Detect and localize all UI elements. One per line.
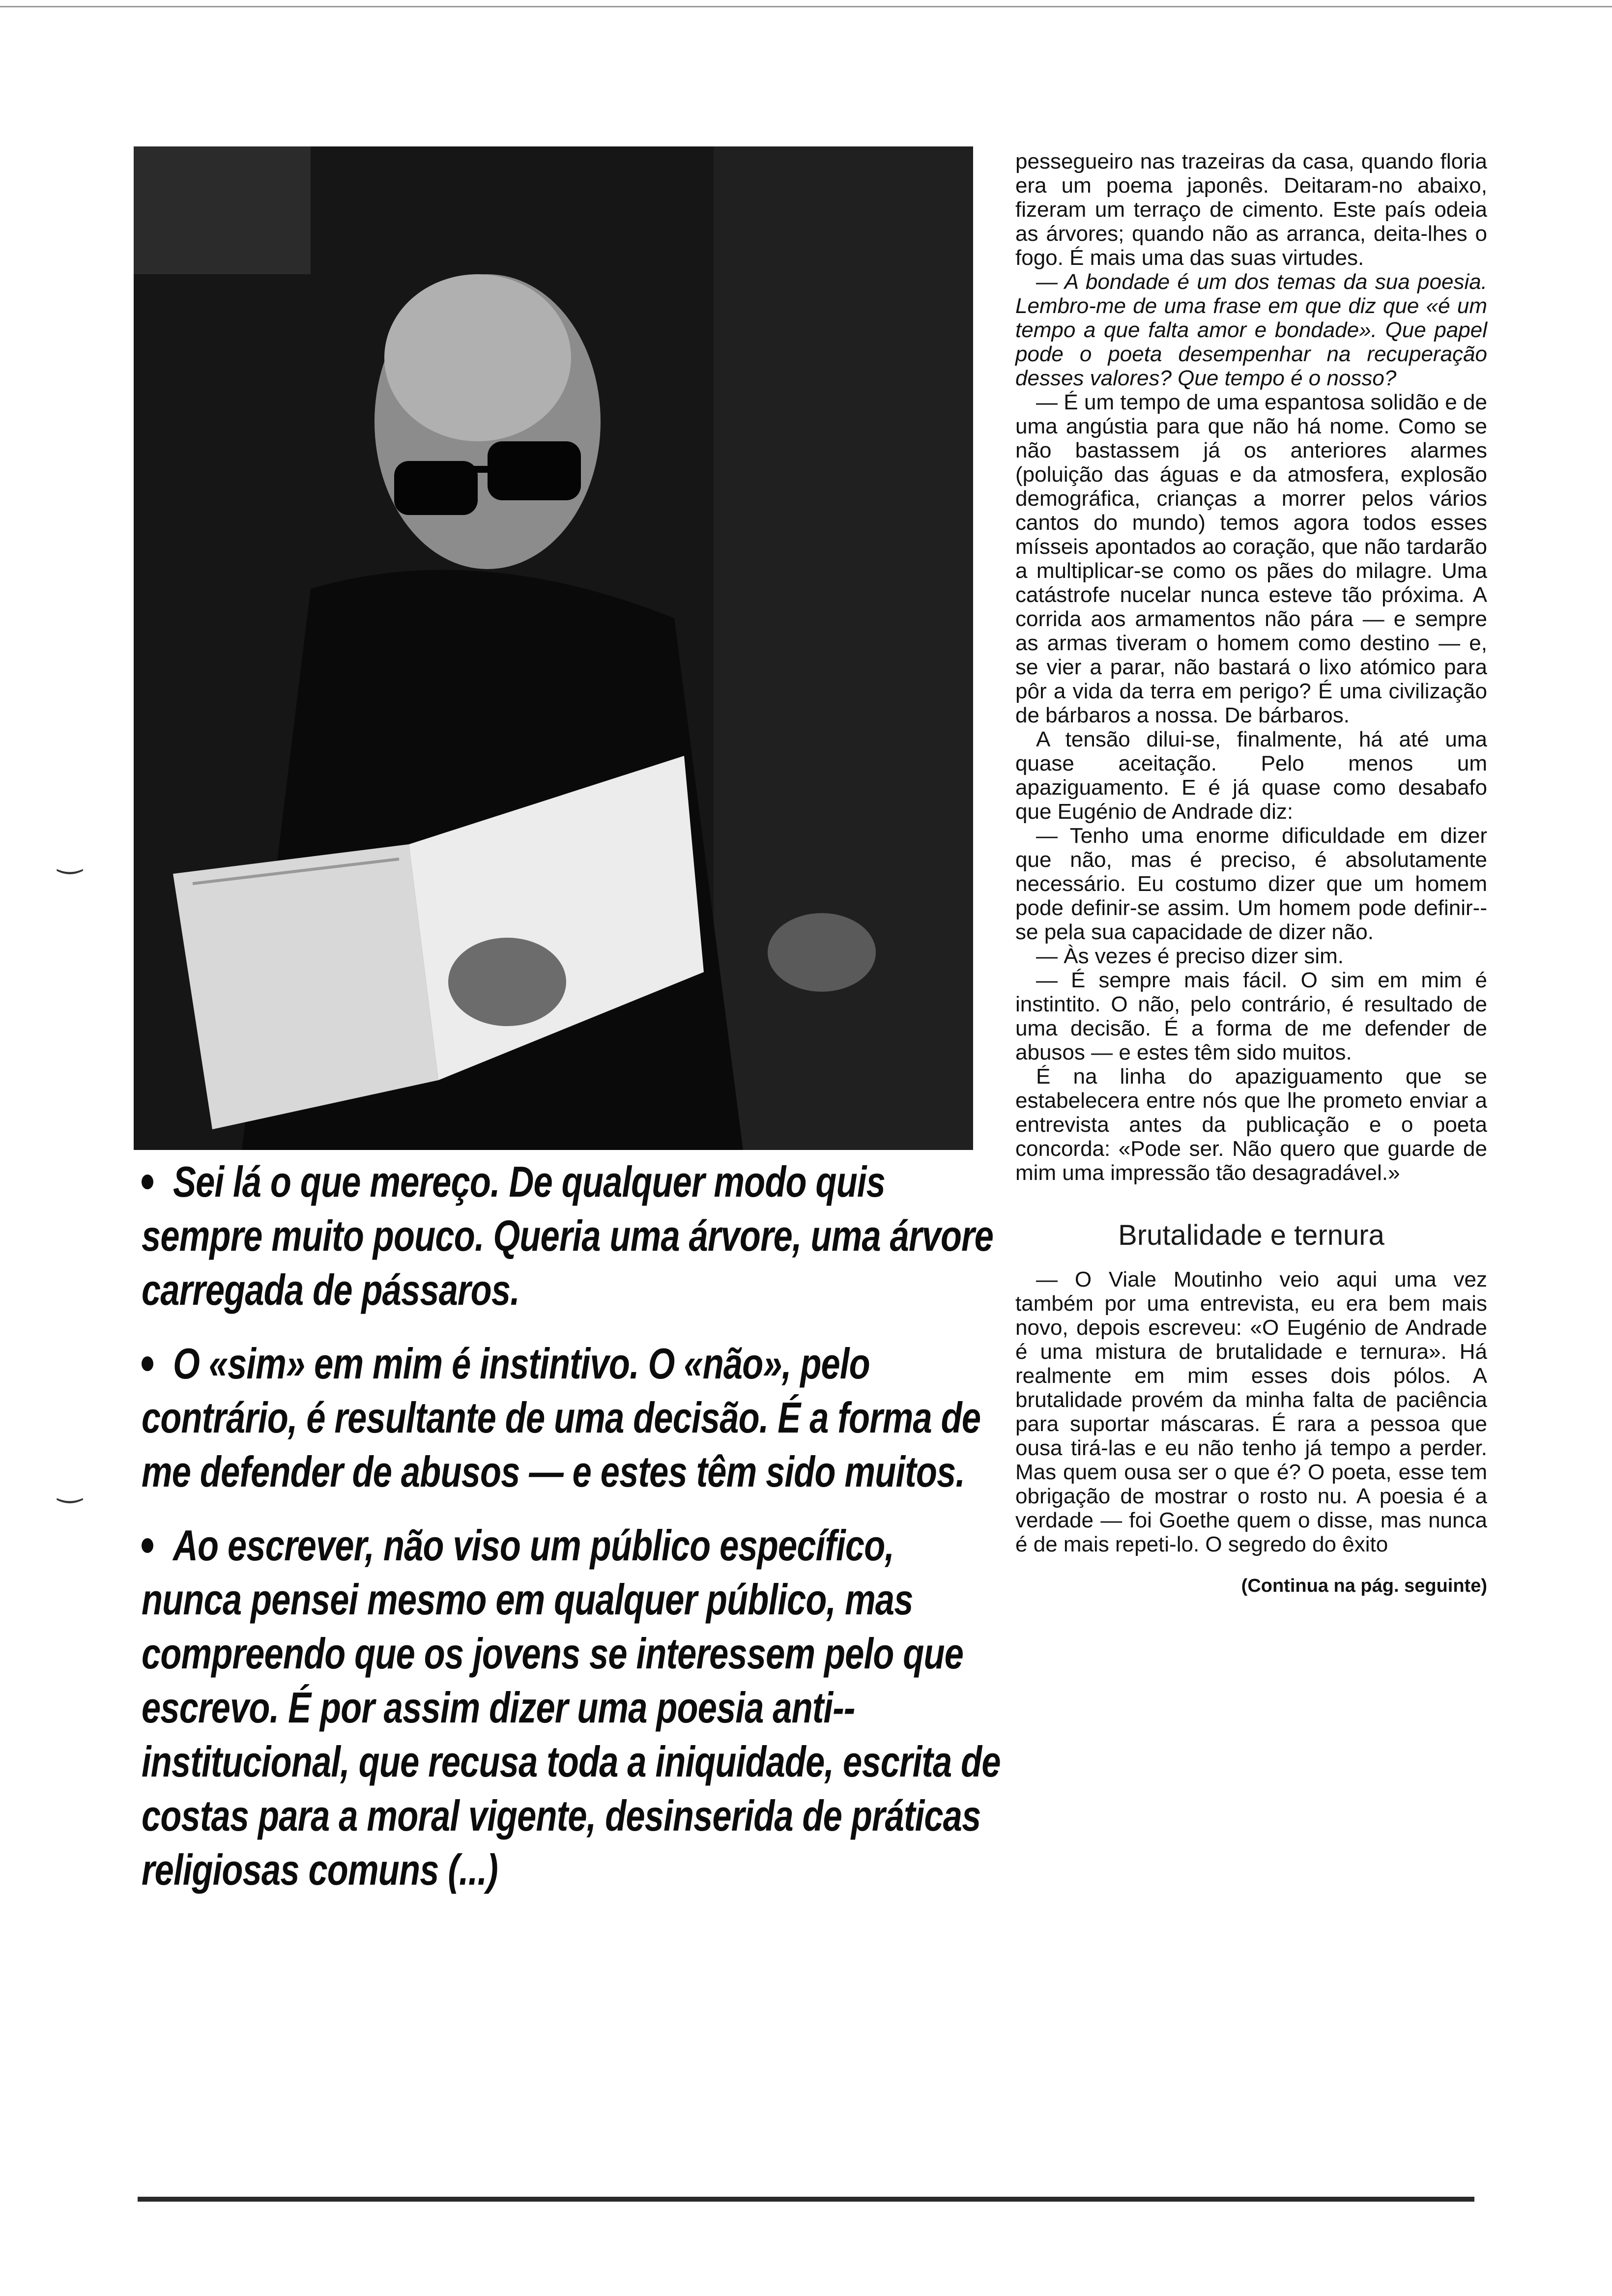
bullet-icon [142, 1538, 153, 1553]
pull-quote-text: Sei lá o que mereço. De qualquer modo quis sempre muito pouco. Queria uma árvore, uma árvore carregada de pássaros. [142, 1157, 994, 1314]
bottom-rule [138, 2197, 1474, 2202]
interview-question: — A bondade é um dos temas da sua poesia. Lembro-me de uma frase em que diz que «é um tempo a que falta amor e bondade». Que papel pode o poeta desempenhar na recuperação desses valores? Que tempo é o nosso? [1015, 270, 1487, 390]
paragraph: pessegueiro nas trazeiras da casa, quando floria era um poema japonês. Deitaram-no abaixo, fizeram um terraço de cimento. Este país odeia as árvores; quando não as arranca, deita-lhes o fogo. É mais uma das suas virtudes. [1015, 149, 1487, 270]
paragraph: — Às vezes é preciso dizer sim. [1036, 944, 1344, 968]
top-rule [0, 6, 1612, 7]
paragraph: A tensão dilui-se, finalmente, há até uma quase aceitação. Pelo menos um apaziguamento. E é já quase como desabafo que Eugénio de Andrade diz: [1015, 727, 1487, 824]
photo-illustration [134, 146, 973, 1150]
continued-note: (Continua na pág. seguinte) [1241, 1576, 1487, 1596]
margin-mark: ‿ [58, 840, 82, 875]
pull-quotes [142, 1155, 1003, 1917]
section-subheading: Brutalidade e ternura [1118, 1219, 1384, 1251]
bullet-icon [142, 1175, 153, 1189]
portrait-photo [134, 146, 973, 1150]
bullet-icon [142, 1356, 153, 1371]
paragraph: — É um tempo de uma espantosa solidão e de uma angústia para que não há nome. Como se não bastassem já os anteriores alarmes (poluição das águas e da atmosfera, explosão demográfica, crianças a morrer pelos vários cantos do mundo) temos agora todos esses mísseis apontados ao coração, que não tardarão a multiplicar-se como os pães do milagre. Uma catástrofe nucelar nunca esteve tão próxima. A corrida aos armamentos não pára — e sempre as armas tiveram o homem como destino — e, se vier a parar, não bastará o lixo atómico para pôr a vida da terra em perigo? É uma civilização de bárbaros a nossa. De bárbaros. [1015, 390, 1487, 727]
article-column [1015, 149, 1487, 1598]
pull-quote-text: O «sim» em mim é instintivo. O «não», pelo contrário, é resultante de uma decisão. É a forma de me defender de abusos — e estes têm sido muitos. [142, 1339, 981, 1496]
pull-quote-text: Ao escrever, não viso um público específico, nunca pensei mesmo em qualquer público, mas compreendo que os jovens se interessem pelo que escrevo. É por assim dizer uma poesia anti--institucional, que recusa toda a iniquidade, escrita de costas para a moral vigente, desinserida de práticas religiosas comuns (...) [142, 1521, 1001, 1894]
paragraph: — Tenho uma enorme dificuldade em dizer que não, mas é preciso, é absolutamente necessário. Eu costumo dizer que um homem pode definir-se assim. Um homem pode definir--se pela sua capacidade de dizer não. [1015, 824, 1487, 944]
paragraph: — É sempre mais fácil. O sim em mim é instintito. O não, pelo contrário, é resultado de uma decisão. É a forma de me defender de abusos — e estes têm sido muitos. [1015, 968, 1487, 1064]
margin-mark: ‿ [58, 1469, 82, 1504]
pull-quote-3 [142, 1519, 1003, 1897]
paragraph: — O Viale Moutinho veio aqui uma vez também por uma entrevista, eu era bem mais novo, depois escreveu: «O Eugénio de Andrade é uma mistura de brutalidade e ternura». Há realmente em mim esses dois pólos. A brutalidade provém da minha falta de paciência para suportar máscaras. É rara a pessoa que ousa tirá-las e eu não tenho já tempo a perder. Mas quem ousa ser o que é? O poeta, esse tem obrigação de mostrar o rosto nu. A poesia é a verdade — foi Goethe quem o disse, mas nunca é de mais repeti-lo. O segredo do êxito [1015, 1267, 1487, 1556]
pull-quote-1 [142, 1155, 1003, 1317]
pull-quote-2 [142, 1337, 1003, 1499]
paragraph: É na linha do apaziguamento que se estabelecera entre nós que lhe prometo enviar a entrevista antes da publicação e o poeta concorda: «Pode ser. Não quero que guarde de mim uma impressão tão desagradável.» [1015, 1064, 1487, 1185]
